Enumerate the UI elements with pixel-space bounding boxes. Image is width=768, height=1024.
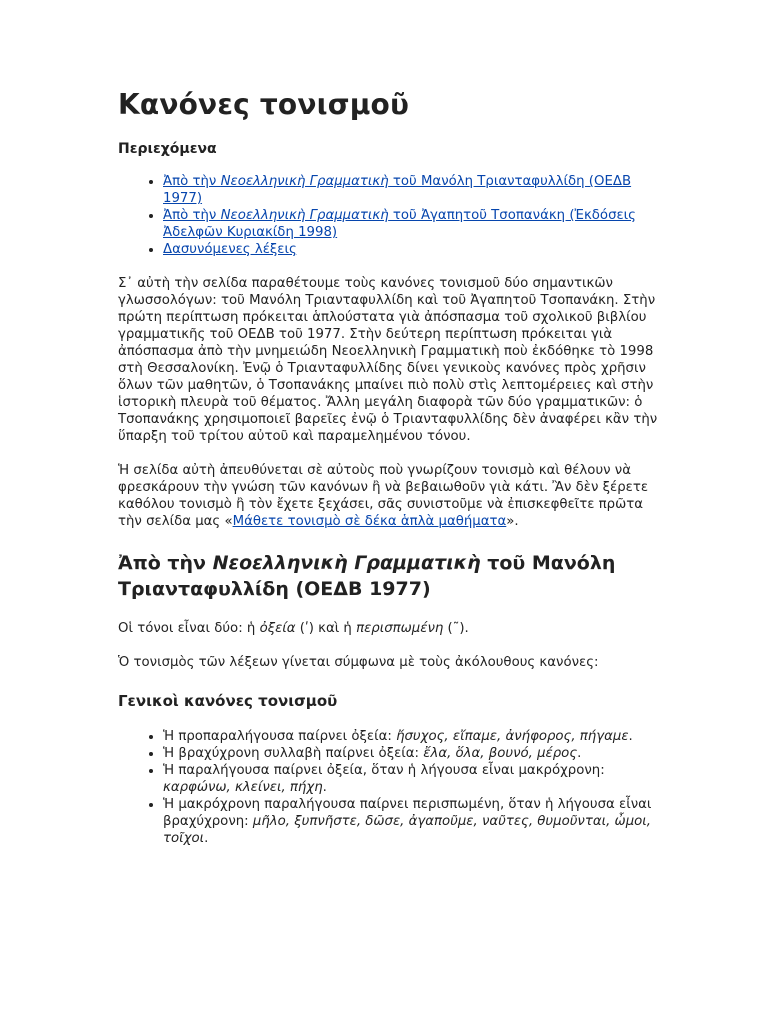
rule-end: . xyxy=(322,780,327,795)
rule-text: Ἡ παραλήγουσα παίρνει ὀξεία, ὅταν ἡ λήγουσα εἶναι μακρόχρονη: xyxy=(163,763,605,778)
rule-text: Ἡ προπαραλήγουσα παίρνει ὀξεία: xyxy=(163,729,397,744)
rule-end: . xyxy=(628,729,633,744)
toc-link-text: τοῦ Ἀγαπητοῦ Τσοπανάκη (Ἐκδόσεις Ἀδελφῶν Κυριακίδη 1998) xyxy=(163,208,636,240)
page-title: Κανόνες τονισμοῦ xyxy=(118,88,410,121)
toc-link-text: Ἀπὸ τὴν xyxy=(163,208,221,223)
tones-text: (ʹ) καὶ ἡ xyxy=(295,621,357,636)
toc-item xyxy=(163,241,658,258)
rule-item xyxy=(163,796,658,847)
toc-item xyxy=(163,173,658,207)
toc-item xyxy=(163,207,658,241)
section-heading-emphasis: Νεοελληνικὴ Γραμματικὴ xyxy=(212,552,481,574)
rule-examples: καρφώνω, κλείνει, πήχη xyxy=(163,780,323,795)
audience-text-end: ». xyxy=(506,514,519,529)
rule-examples: ἤσυχος, εἴπαμε, ἀνήφορος, πήγαμε xyxy=(396,729,629,744)
subheading-general-rules: Γενικοὶ κανόνες τονισμοῦ xyxy=(118,692,338,710)
lessons-link[interactable]: Μάθετε τονισμὸ σὲ δέκα ἁπλὰ μαθήματα xyxy=(232,514,507,529)
toc-list xyxy=(118,173,658,258)
section-heading-text: τοῦ Μανόλη Τριανταφυλλίδη (ΟΕΔΒ 1977) xyxy=(118,552,616,600)
toc-link-tsopanakis[interactable] xyxy=(163,208,636,240)
rule-end: . xyxy=(204,831,209,846)
tones-oxeia: ὀξεία xyxy=(259,621,296,636)
section-heading-triantafyllidis xyxy=(118,550,658,602)
audience-text: Ἡ σελίδα αὐτὴ ἀπευθύνεται σὲ αὐτοὺς ποὺ γνωρίζουν τονισμὸ καὶ θέλουν νὰ φρεσκάρουν τὴν γνώση τῶν κανόνων ἢ νὰ βεβαιωθοῦν γιὰ κάτι. Ἂν δὲν ξέρετε καθόλου τονισμὸ ἢ τὸν ἔχετε ξεχάσει, σᾶς συνιστοῦμε νὰ ἐπισκεφθεῖτε πρῶτα τὴν σελίδα μας « xyxy=(118,463,649,529)
tones-perispomeni: περισπωμένη xyxy=(356,621,444,636)
rule-examples: μῆλο, ξυπνῆστε, δῶσε, ἀγαποῦμε, ναῦτες, θυμοῦνται, ὦμοι, τοῖχοι xyxy=(163,814,652,846)
tones-paragraph xyxy=(118,620,658,637)
toc-link-triantafyllidis[interactable] xyxy=(163,174,631,206)
tones-text: (῀). xyxy=(443,621,469,636)
toc-link-text: τοῦ Μανόλη Τριανταφυλλίδη (ΟΕΔΒ 1977) xyxy=(163,174,632,206)
toc-link-dasynomenes[interactable] xyxy=(163,242,297,257)
rules-list xyxy=(118,728,658,847)
toc-heading: Περιεχόμενα xyxy=(118,141,217,157)
rule-end: . xyxy=(577,746,582,761)
rules-intro-paragraph: Ὁ τονισμὸς τῶν λέξεων γίνεται σύμφωνα μὲ τοὺς ἀκόλουθους κανόνες: xyxy=(118,655,599,670)
rule-text: Ἡ μακρόχρονη παραλήγουσα παίρνει περισπωμένη, ὅταν ἡ λήγουσα εἶναι βραχύχρονη: xyxy=(163,797,652,829)
rule-item xyxy=(163,762,658,796)
rule-item xyxy=(163,728,658,745)
rule-examples: ἔλα, ὅλα, βουνό, μέρος xyxy=(423,746,578,761)
rule-item xyxy=(163,745,658,762)
intro-paragraph: Σ᾿ αὐτὴ τὴν σελίδα παραθέτουμε τοὺς κανόνες τονισμοῦ δύο σημαντικῶν γλωσσολόγων: τοῦ Μανόλη Τριανταφυλλίδη καὶ τοῦ Ἀγαπητοῦ Τσοπανάκη. Στὴν πρώτη περίπτωση πρόκειται ἁπλούστατα γιὰ ἀπόσπασμα τοῦ σχολικοῦ βιβλίου γραμματικῆς τοῦ ΟΕΔΒ τοῦ 1977. Στὴν δεύτερη περίπτωση πρόκειται γιὰ ἀπόσπασμα ἀπὸ τὴν μνημειώδη Νεοελληνικὴ Γραμματικὴ ποὺ ἐκδόθηκε τὸ 1998 στὴ Θεσσαλονίκη. Ἐνῷ ὁ Τριανταφυλλίδης δίνει γενικοὺς κανόνες πρὸς χρῆσιν ὅλων τῶν μαθητῶν, ὁ Τσοπανάκης μπαίνει πιὸ πολὺ στὶς λεπτομέρειες καὶ στὴν ἱστορικὴ πλευρὰ τοῦ θέματος. Ἄλλη μεγάλη διαφορὰ τῶν δύο γραμματικῶν: ὁ Τσοπανάκης χρησιμοποιεῖ βαρεῖες ἐνῷ ὁ Τριανταφυλλίδης δὲν ἀναφέρει κἂν τὴν ὕπαρξη τοῦ τρίτου αὐτοῦ καὶ παραμελημένου τόνου. xyxy=(118,276,658,444)
audience-paragraph xyxy=(118,462,658,530)
toc-link-emphasis: Νεοελληνικὴ Γραμματικὴ xyxy=(220,208,389,223)
toc-link-text: Δασυνόμενες λέξεις xyxy=(163,242,297,257)
section-heading-text: Ἀπὸ τὴν xyxy=(118,552,213,574)
rule-text: Ἡ βραχύχρονη συλλαβὴ παίρνει ὀξεία: xyxy=(163,746,424,761)
tones-text: Οἱ τόνοι εἶναι δύο: ἡ xyxy=(118,621,260,636)
toc-link-text: Ἀπὸ τὴν xyxy=(163,174,221,189)
toc-link-emphasis: Νεοελληνικὴ Γραμματικὴ xyxy=(220,174,389,189)
article xyxy=(118,86,658,847)
